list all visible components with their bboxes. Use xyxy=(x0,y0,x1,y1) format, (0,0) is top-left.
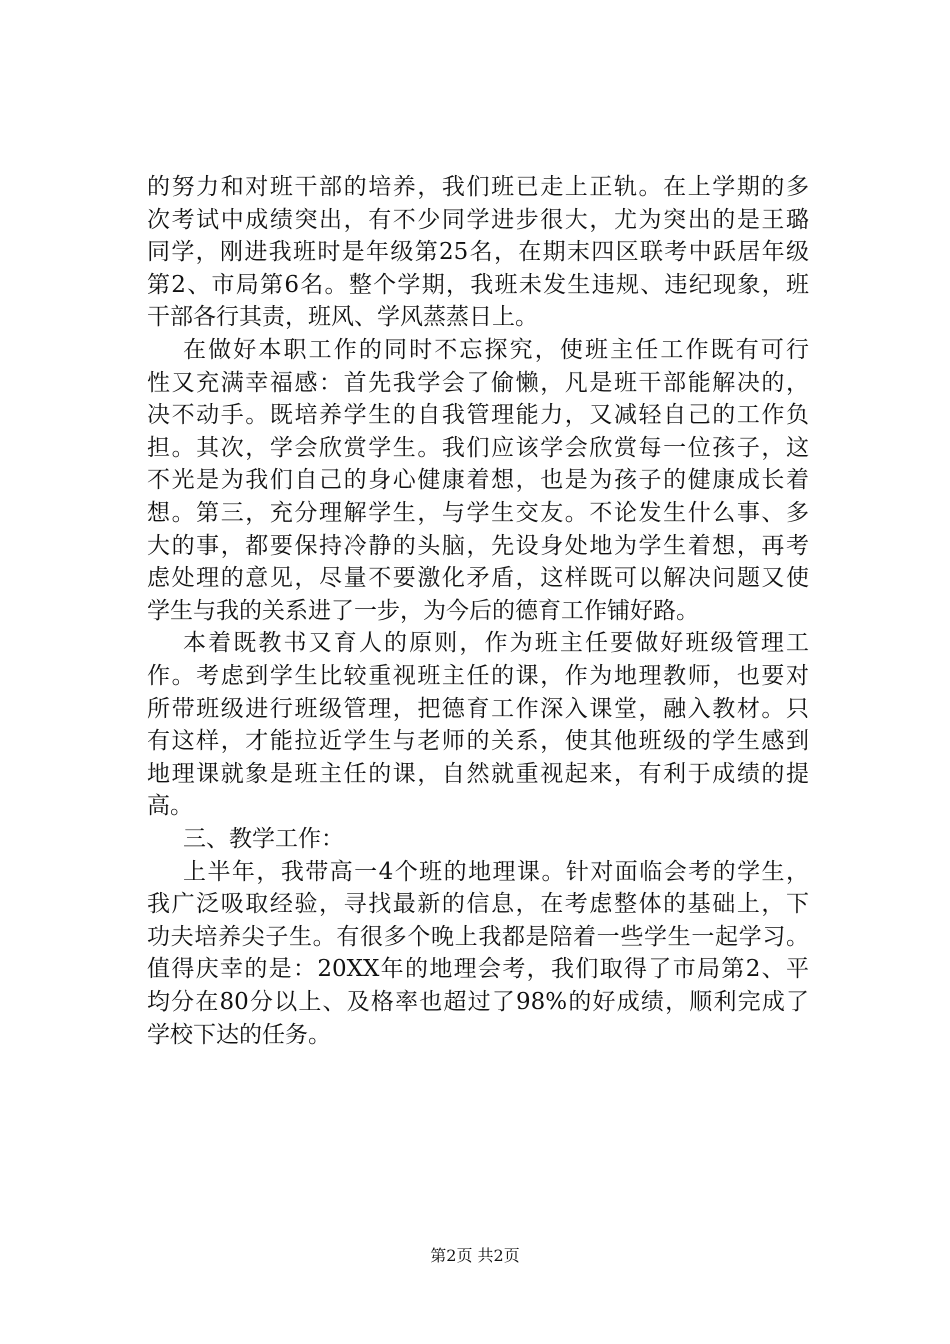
text-line: 担。其次，学会欣赏学生。我们应该学会欣赏每一位孩子，这 xyxy=(147,434,809,461)
text-line: 干部各行其责，班风、学风蒸蒸日上。 xyxy=(147,304,538,331)
text-line: 三、教学工作： xyxy=(183,826,344,852)
text-line: 想。第三，充分理解学生，与学生交友。不论发生什么事、多 xyxy=(147,500,809,526)
text-line: 第2、市局第6名。整个学期，我班未发生违规、违纪现象，班 xyxy=(147,271,809,298)
text-line: 高。 xyxy=(147,793,193,820)
text-line: 功夫培养尖子生。有很多个晚上我都是陪着一些学生一起学习。 xyxy=(147,923,809,950)
text-line: 作。考虑到学生比较重视班主任的课，作为地理教师，也要对 xyxy=(147,663,809,689)
text-line: 同学，刚进我班时是年级第25名，在期末四区联考中跃居年级 xyxy=(147,239,809,266)
text-line: 虑处理的意见，尽量不要激化矛盾，这样既可以解决问题又使 xyxy=(147,565,809,592)
text-line: 不光是为我们自己的身心健康着想，也是为孩子的健康成长着 xyxy=(147,467,809,494)
text-line: 本着既教书又育人的原则，作为班主任要做好班级管理工 xyxy=(183,630,809,657)
text-line: 次考试中成绩突出，有不少同学进步很大，尤为突出的是王璐 xyxy=(147,206,809,233)
text-line: 所带班级进行班级管理，把德育工作深入课堂，融入教材。只 xyxy=(147,695,809,722)
text-line: 性又充满幸福感：首先我学会了偷懒，凡是班干部能解决的， xyxy=(147,369,809,396)
text-line: 学生与我的关系进了一步，为今后的德育工作铺好路。 xyxy=(147,597,699,624)
text-line: 在做好本职工作的同时不忘探究，使班主任工作既有可行 xyxy=(183,337,809,363)
page-footer: 第2页 共2页 xyxy=(430,1246,520,1265)
text-line: 决不动手。既培养学生的自我管理能力，又减轻自己的工作负 xyxy=(147,402,809,429)
text-line: 值得庆幸的是：20XX年的地理会考，我们取得了市局第2、平 xyxy=(147,956,809,983)
text-line: 大的事，都要保持冷静的头脑，先设身处地为学生着想，再考 xyxy=(147,532,809,559)
text-line: 地理课就象是班主任的课，自然就重视起来，有利于成绩的提 xyxy=(147,760,809,787)
text-line: 均分在80分以上、及格率也超过了98%的好成绩，顺利完成了 xyxy=(147,989,809,1015)
text-line: 有这样，才能拉近学生与老师的关系，使其他班级的学生感到 xyxy=(147,728,809,755)
text-line: 的努力和对班干部的培养，我们班已走上正轨。在上学期的多 xyxy=(147,174,809,200)
text-line: 上半年，我带高一4个班的地理课。针对面临会考的学生， xyxy=(183,858,809,885)
text-line: 我广泛吸取经验，寻找最新的信息，在考虑整体的基础上，下 xyxy=(147,891,809,918)
text-line: 学校下达的任务。 xyxy=(147,1021,331,1048)
